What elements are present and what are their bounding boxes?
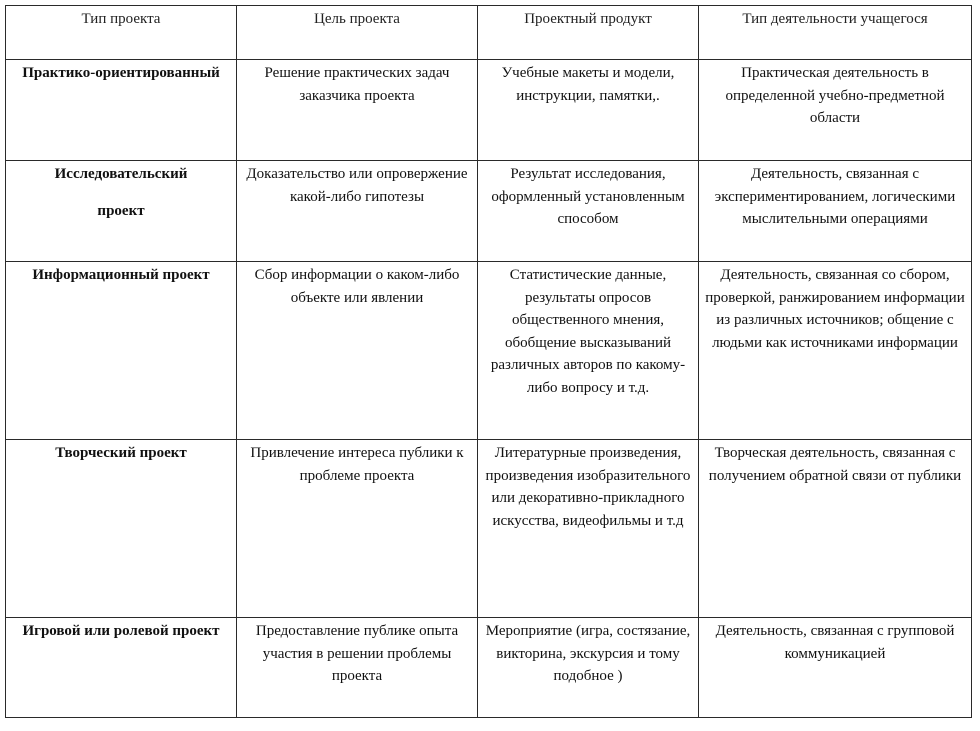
student-activity-cell: Практическая деятельность в определенной учебно-предметной области	[699, 60, 972, 161]
project-product-cell: Литературные произведения, произведения изобразительного или декоративно-прикладного искусства, видеофильмы и т.д	[478, 440, 699, 618]
project-type-cell: Творческий проект	[6, 440, 237, 618]
table-header-row	[6, 6, 972, 60]
student-activity-cell: Деятельность, связанная со сбором, проверкой, ранжированием информации из различных источников; общение с людьми как источниками информации	[699, 262, 972, 440]
project-type-cell: Информационный проект	[6, 262, 237, 440]
project-goal-cell: Решение практических задач заказчика проекта	[237, 60, 478, 161]
student-activity-cell: Деятельность, связанная с экспериментированием, логическими мыслительными операциями	[699, 161, 972, 262]
table-row	[6, 618, 972, 718]
project-product-cell: Мероприятие (игра, состязание, викторина, экскурсия и тому подобное )	[478, 618, 699, 718]
project-goal-cell: Сбор информации о каком-либо объекте или явлении	[237, 262, 478, 440]
header-project-product: Проектный продукт	[478, 6, 699, 60]
header-student-activity: Тип деятельности учащегося	[699, 6, 972, 60]
project-product-cell: Статистические данные, результаты опросов общественного мнения, обобщение высказываний различных авторов по какому-либо вопросу и т.д.	[478, 262, 699, 440]
project-type-cell	[6, 161, 237, 262]
student-activity-cell: Творческая деятельность, связанная с получением обратной связи от публики	[699, 440, 972, 618]
table-row	[6, 262, 972, 440]
project-goal-cell: Привлечение интереса публики к проблеме проекта	[237, 440, 478, 618]
table-row	[6, 161, 972, 262]
project-types-table	[5, 5, 972, 718]
student-activity-cell: Деятельность, связанная с групповой коммуникацией	[699, 618, 972, 718]
project-product-cell: Учебные макеты и модели, инструкции, памятки,.	[478, 60, 699, 161]
project-goal-cell: Доказательство или опровержение какой-либо гипотезы	[237, 161, 478, 262]
header-project-type: Тип проекта	[6, 6, 237, 60]
table-row	[6, 60, 972, 161]
project-type-line: проект	[97, 202, 145, 219]
project-goal-cell: Предоставление публике опыта участия в решении проблемы проекта	[237, 618, 478, 718]
project-product-cell: Результат исследования, оформленный установленным способом	[478, 161, 699, 262]
header-project-goal: Цель проекта	[237, 6, 478, 60]
project-type-line: Исследовательский	[54, 166, 188, 182]
table-row	[6, 440, 972, 618]
project-type-cell: Игровой или ролевой проект	[6, 618, 237, 718]
project-type-cell: Практико-ориентированный	[6, 60, 237, 161]
